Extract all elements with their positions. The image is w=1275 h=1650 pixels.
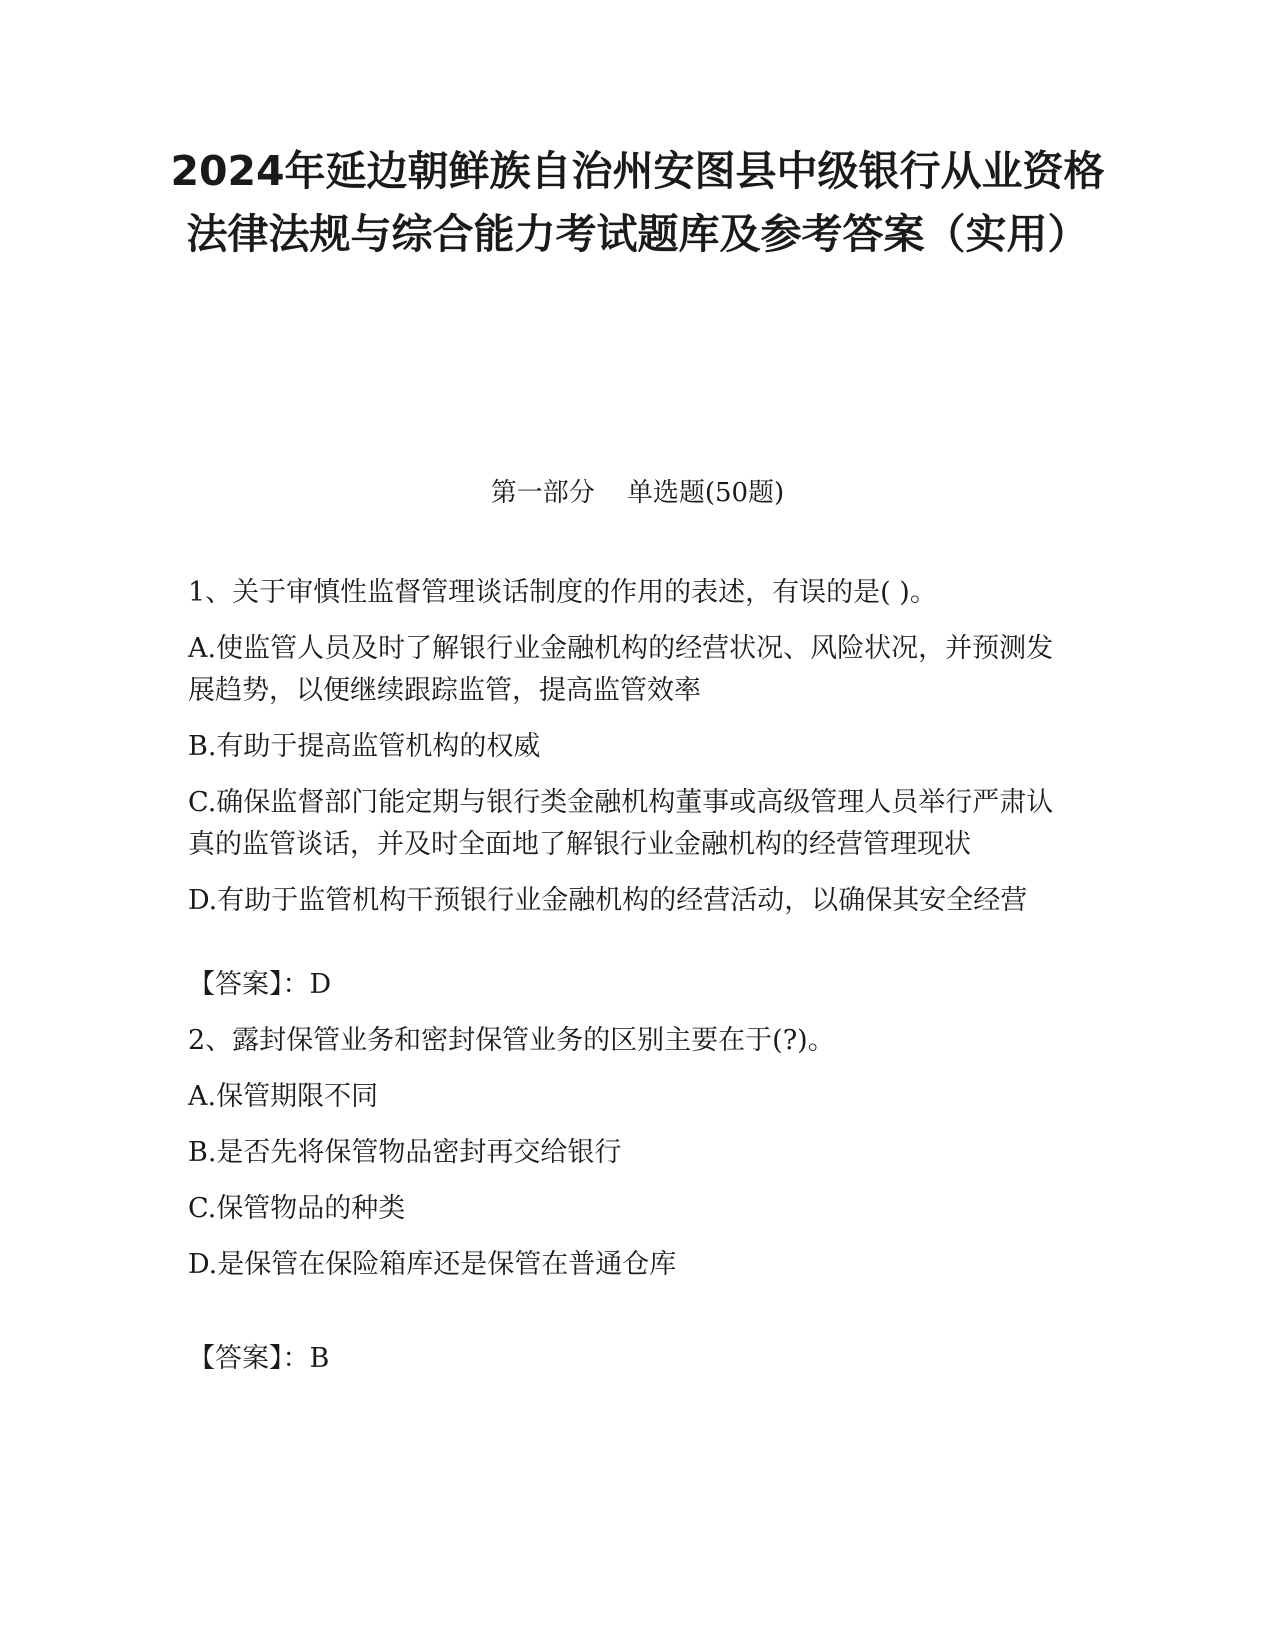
option-a: A.保管期限不同 xyxy=(188,1081,379,1112)
document-title: 2024年延边朝鲜族自治州安图县中级银行从业资格法律法规与综合能力考试题库及参考答案（实用） xyxy=(170,147,1105,258)
answer-label: 【答案】：D xyxy=(188,969,332,1000)
question-2 xyxy=(188,1020,1068,1380)
section-name: 单选题(50题) xyxy=(626,478,785,508)
option-a: A.使监管人员及时了解银行业金融机构的经营状况、风险状况，并预测发展趋势，以便继续跟踪监管，提高监管效率 xyxy=(188,633,1054,706)
option-d: D.有助于监管机构干预银行业金融机构的经营活动，以确保其安全经营 xyxy=(188,885,1028,916)
answer-label: 【答案】：B xyxy=(188,1343,330,1374)
questions-list xyxy=(188,572,1068,1394)
question-stem: 2、露封保管业务和密封保管业务的区别主要在于(?)。 xyxy=(188,1025,835,1056)
option-c: C.确保监督部门能定期与银行类金融机构董事或高级管理人员举行严肃认真的监管谈话，并及时全面地了解银行业金融机构的经营管理现状 xyxy=(188,787,1054,860)
option-d: D.是保管在保险箱库还是保管在普通仓库 xyxy=(188,1249,677,1280)
option-c: C.保管物品的种类 xyxy=(188,1193,406,1224)
option-b: B.是否先将保管物品密封再交给银行 xyxy=(188,1137,622,1168)
section-heading xyxy=(0,476,1275,510)
option-b: B.有助于提高监管机构的权威 xyxy=(188,731,541,762)
section-part: 第一部分 xyxy=(490,478,595,508)
question-stem: 1、关于审慎性监督管理谈话制度的作用的表述，有误的是( )。 xyxy=(188,577,937,608)
question-1 xyxy=(188,572,1068,1006)
